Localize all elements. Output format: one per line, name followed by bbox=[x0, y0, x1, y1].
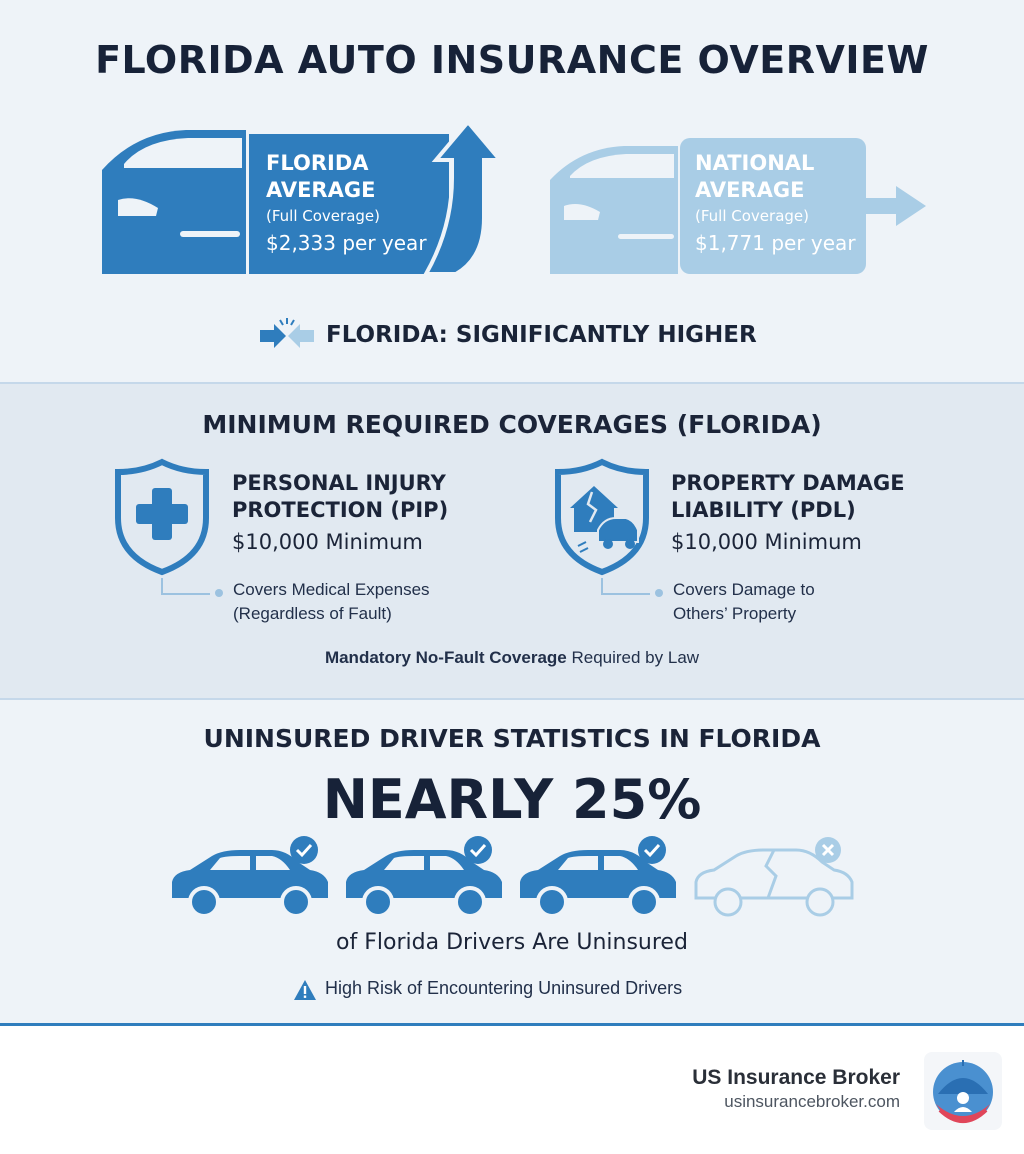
insured-cars-row bbox=[166, 836, 866, 920]
footer bbox=[0, 1026, 1024, 1154]
risk-warning: High Risk of Encountering Uninsured Drivers bbox=[325, 978, 683, 998]
pdl-text bbox=[671, 470, 905, 554]
uninsured-headline: NEARLY 25% bbox=[322, 768, 702, 831]
uninsured-caption: of Florida Drivers Are Uninsured bbox=[336, 930, 688, 955]
right-arrow-icon bbox=[866, 186, 926, 226]
national-car-icon bbox=[550, 146, 678, 274]
florida-car-icon bbox=[102, 130, 246, 274]
bullet-dot-icon bbox=[652, 586, 666, 600]
pdl-desc-2: Others’ Property bbox=[673, 604, 797, 623]
mandatory-note-bold: Mandatory No-Fault Coverage bbox=[324, 648, 567, 667]
pdl-heading-1: PROPERTY DAMAGE bbox=[671, 471, 905, 495]
florida-heading-2: AVERAGE bbox=[266, 178, 376, 202]
medical-shield-icon bbox=[112, 456, 212, 596]
mandatory-note-rest: Required by Law bbox=[566, 648, 700, 667]
check-icon bbox=[290, 836, 318, 864]
mandatory-note bbox=[0, 648, 1024, 668]
pip-desc-2: (Regardless of Fault) bbox=[233, 604, 392, 623]
national-coverage-label: (Full Coverage) bbox=[695, 207, 809, 225]
uninsured-title: UNINSURED DRIVER STATISTICS IN FLORIDA bbox=[203, 724, 821, 753]
florida-coverage-label: (Full Coverage) bbox=[266, 207, 380, 225]
florida-price: $2,333 per year bbox=[266, 231, 427, 255]
pip-desc-1: Covers Medical Expenses bbox=[233, 580, 430, 599]
page-title: FLORIDA AUTO INSURANCE OVERVIEW bbox=[95, 38, 929, 82]
pdl-minimum: $10,000 Minimum bbox=[671, 530, 862, 554]
pip-minimum: $10,000 Minimum bbox=[232, 530, 423, 554]
check-icon bbox=[464, 836, 492, 864]
florida-card-text bbox=[266, 150, 427, 255]
brand-name: US Insurance Broker bbox=[692, 1066, 900, 1089]
national-heading-2: AVERAGE bbox=[695, 178, 805, 202]
pip-heading-2: PROTECTION (PIP) bbox=[232, 498, 449, 522]
x-icon bbox=[815, 837, 841, 863]
national-price: $1,771 per year bbox=[695, 231, 856, 255]
compare-arrows-icon bbox=[258, 318, 318, 354]
pdl-desc-1: Covers Damage to bbox=[673, 580, 815, 599]
pip-heading-1: PERSONAL INJURY bbox=[232, 471, 446, 495]
warning-icon bbox=[292, 978, 318, 1002]
umbrella-logo-icon bbox=[924, 1052, 1002, 1130]
verdict-label: FLORIDA: SIGNIFICANTLY HIGHER bbox=[326, 322, 757, 348]
pip-description bbox=[233, 578, 430, 626]
bullet-dot-icon bbox=[212, 586, 226, 600]
pdl-heading-2: LIABILITY (PDL) bbox=[671, 498, 856, 522]
brand-url[interactable]: usinsurancebroker.com bbox=[724, 1092, 900, 1111]
check-icon bbox=[638, 836, 666, 864]
florida-heading-1: FLORIDA bbox=[266, 151, 369, 175]
pdl-description bbox=[673, 578, 815, 626]
pip-text bbox=[232, 470, 448, 554]
national-card-text bbox=[695, 150, 856, 255]
property-damage-shield-icon bbox=[552, 456, 652, 596]
coverages-title: MINIMUM REQUIRED COVERAGES (FLORIDA) bbox=[202, 410, 822, 439]
national-heading-1: NATIONAL bbox=[695, 151, 815, 175]
